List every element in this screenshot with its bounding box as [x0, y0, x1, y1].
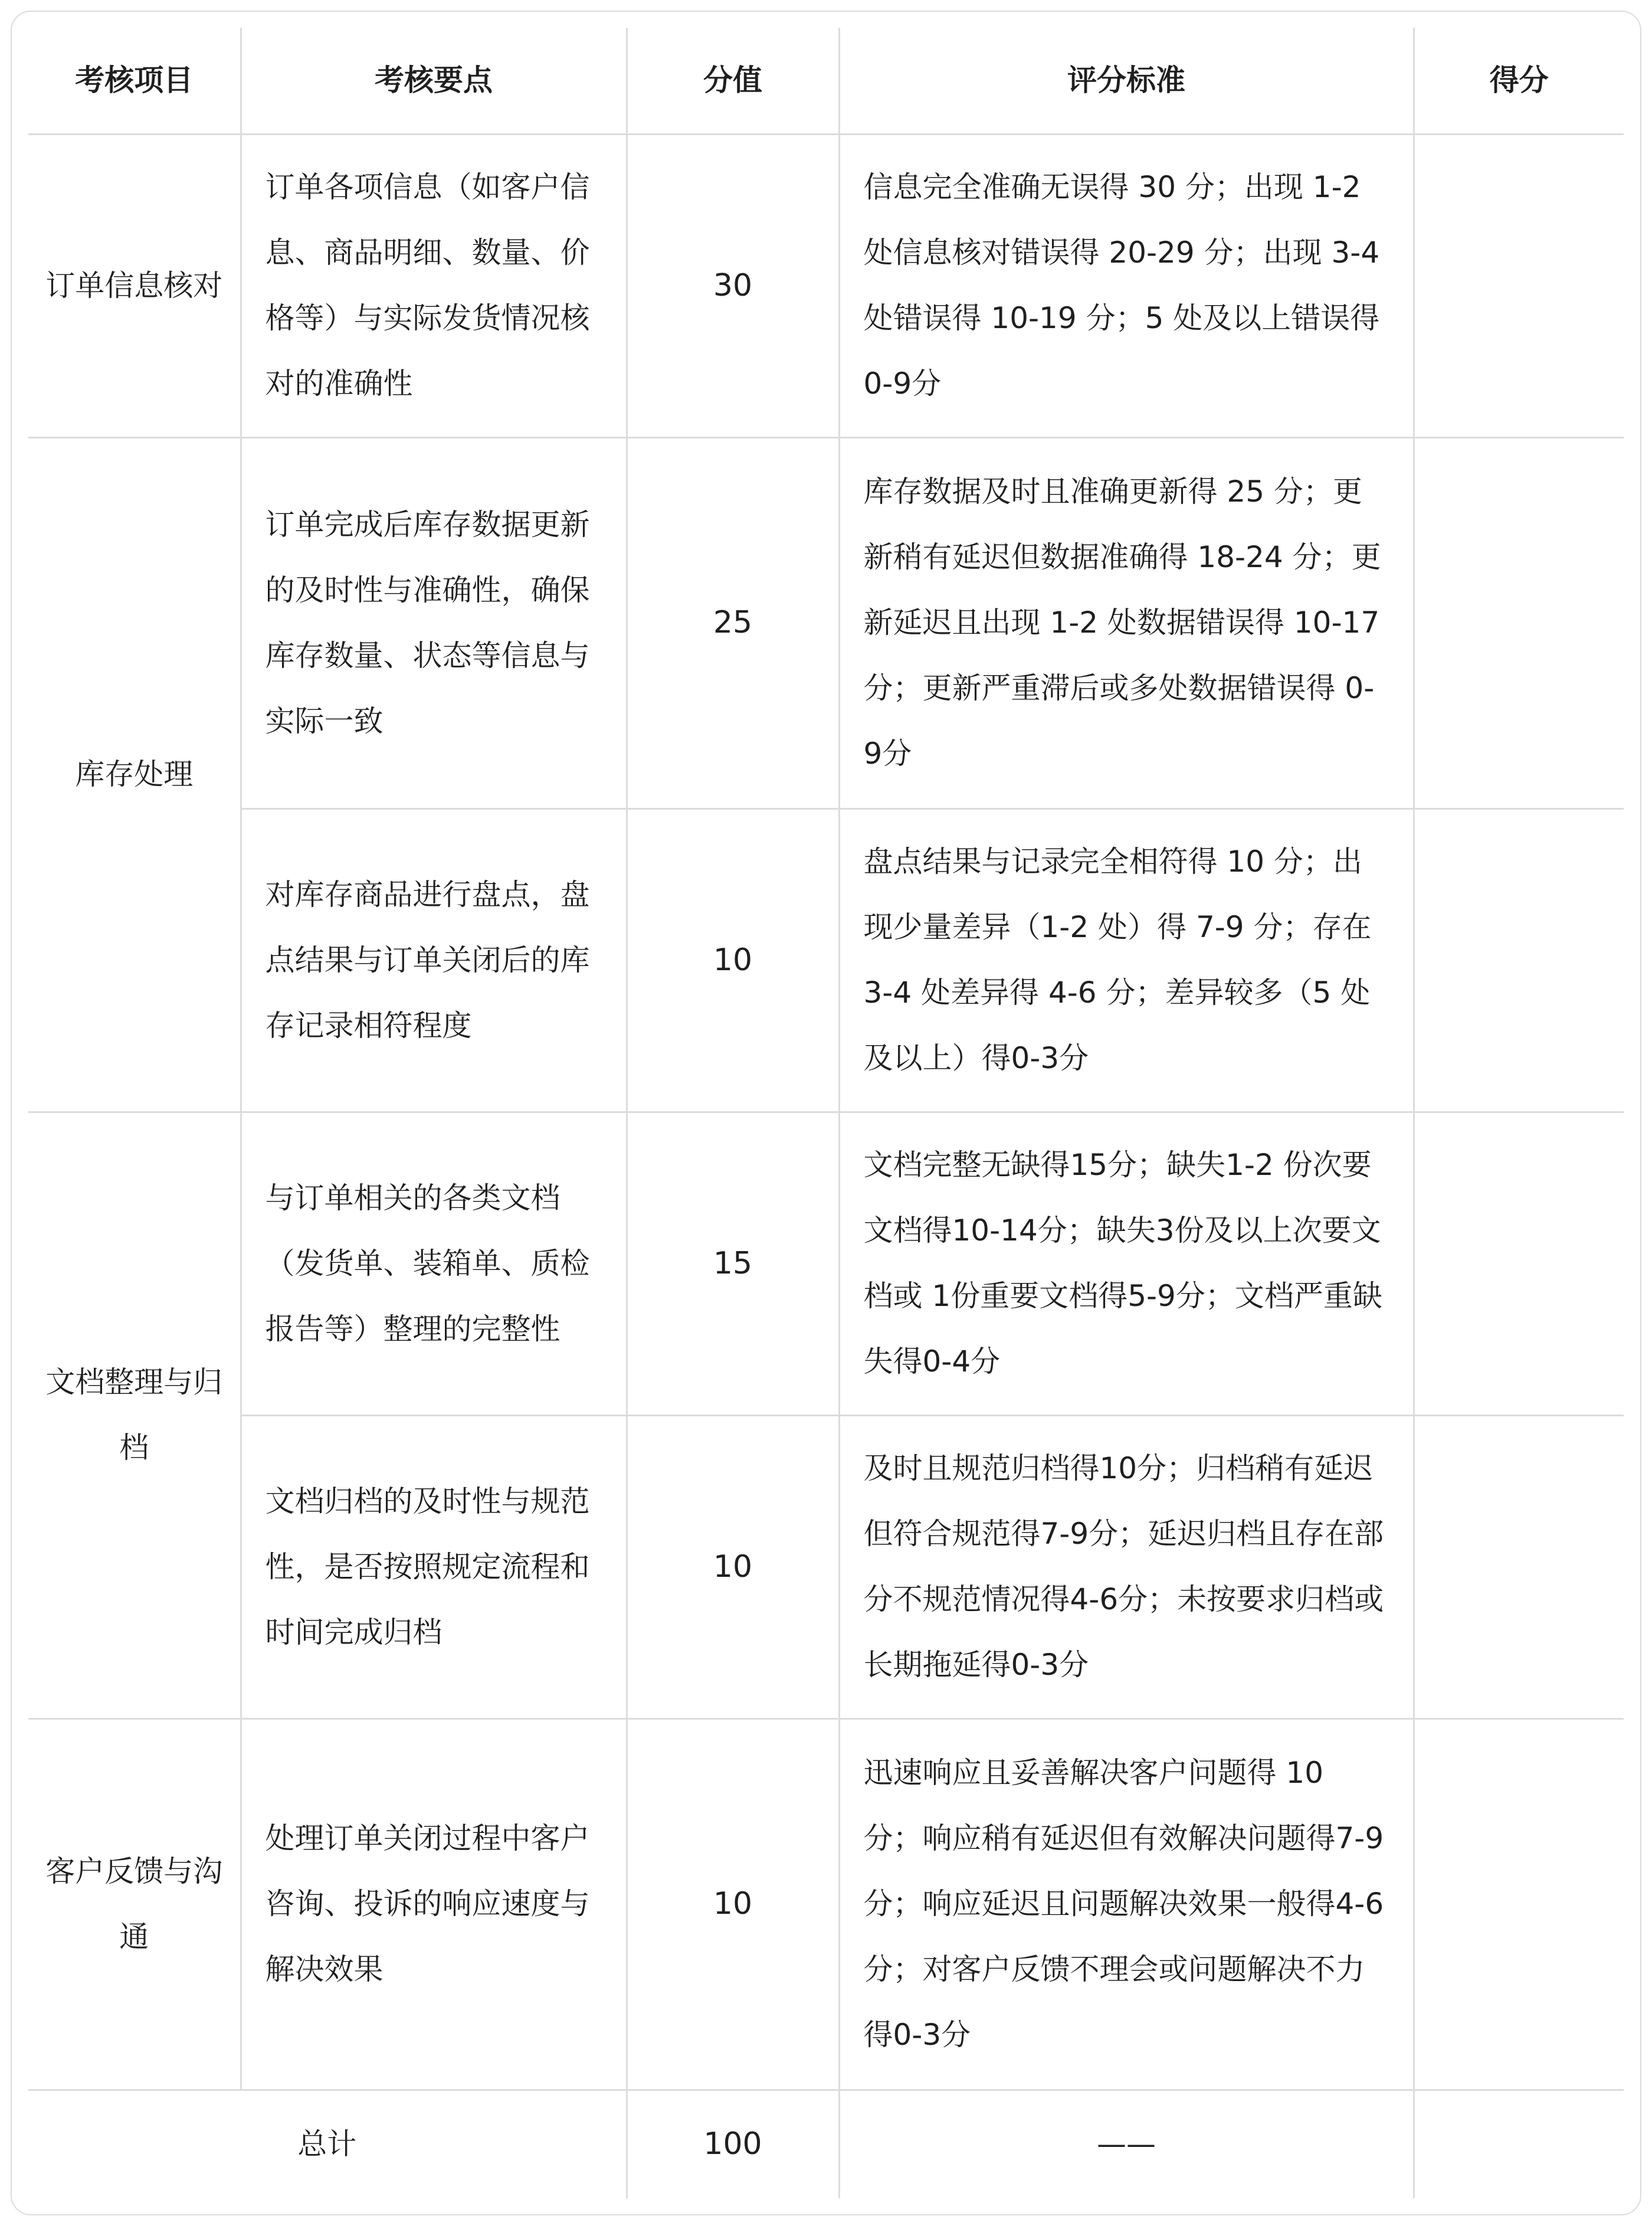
table-row [28, 134, 1624, 437]
header-criteria: 评分标准 [839, 28, 1414, 134]
point-cell: 订单完成后库存数据更新的及时性与准确性，确保库存数量、状态等信息与实际一致 [241, 437, 627, 808]
point-cell: 对库存商品进行盘点，盘点结果与订单关闭后的库存记录相符程度 [241, 808, 627, 1112]
category-cell: 订单信息核对 [28, 134, 241, 437]
category-cell: 库存处理 [28, 437, 241, 1112]
header-score: 分值 [627, 28, 839, 134]
criteria-cell: 文档完整无缺得15分；缺失1-2 份次要文档得10-14分；缺失3份及以上次要文档或 1份重要文档得5-9分；文档严重缺失得0-4分 [839, 1112, 1414, 1415]
table-row [28, 1718, 1624, 2090]
total-got [1414, 2090, 1624, 2198]
got-cell [1414, 437, 1624, 808]
total-criteria: —— [839, 2090, 1414, 2198]
table-row [28, 1415, 1624, 1718]
header-item: 考核项目 [28, 28, 241, 134]
total-row [28, 2090, 1624, 2198]
header-got: 得分 [1414, 28, 1624, 134]
total-label: 总计 [28, 2090, 627, 2198]
criteria-cell: 迅速响应且妥善解决客户问题得 10 分；响应稍有延迟但有效解决问题得7-9分；响应延迟且问题解决效果一般得4-6分；对客户反馈不理会或问题解决不力得0-3分 [839, 1718, 1414, 2090]
category-cell: 文档整理与归档 [28, 1112, 241, 1718]
got-cell [1414, 1415, 1624, 1718]
score-cell: 10 [627, 808, 839, 1112]
table-row [28, 437, 1624, 808]
score-cell: 10 [627, 1718, 839, 2090]
criteria-cell: 及时且规范归档得10分；归档稍有延迟但符合规范得7-9分；延迟归档且存在部分不规范情况得4-6分；未按要求归档或长期拖延得0-3分 [839, 1415, 1414, 1718]
total-score: 100 [627, 2090, 839, 2198]
got-cell [1414, 134, 1624, 437]
score-cell: 30 [627, 134, 839, 437]
table-row [28, 1112, 1624, 1415]
table-header-row [28, 28, 1624, 134]
point-cell: 处理订单关闭过程中客户咨询、投诉的响应速度与解决效果 [241, 1718, 627, 2090]
score-cell: 15 [627, 1112, 839, 1415]
header-point: 考核要点 [241, 28, 627, 134]
point-cell: 文档归档的及时性与规范性，是否按照规定流程和时间完成归档 [241, 1415, 627, 1718]
criteria-cell: 盘点结果与记录完全相符得 10 分；出现少量差异（1-2 处）得 7-9 分；存在 3-4 处差异得 4-6 分；差异较多（5 处及以上）得0-3分 [839, 808, 1414, 1112]
criteria-cell: 库存数据及时且准确更新得 25 分；更新稍有延迟但数据准确得 18-24 分；更新延迟且出现 1-2 处数据错误得 10-17 分；更新严重滞后或多处数据错误得 0-9分 [839, 437, 1414, 808]
assessment-table [28, 28, 1624, 2198]
criteria-cell: 信息完全准确无误得 30 分；出现 1-2 处信息核对错误得 20-29 分；出现 3-4 处错误得 10-19 分；5 处及以上错误得 0-9分 [839, 134, 1414, 437]
table-row [28, 808, 1624, 1112]
got-cell [1414, 1112, 1624, 1415]
got-cell [1414, 1718, 1624, 2090]
point-cell: 与订单相关的各类文档（发货单、装箱单、质检报告等）整理的完整性 [241, 1112, 627, 1415]
score-cell: 10 [627, 1415, 839, 1718]
score-cell: 25 [627, 437, 839, 808]
got-cell [1414, 808, 1624, 1112]
point-cell: 订单各项信息（如客户信息、商品明细、数量、价格等）与实际发货情况核对的准确性 [241, 134, 627, 437]
category-cell: 客户反馈与沟通 [28, 1718, 241, 2090]
